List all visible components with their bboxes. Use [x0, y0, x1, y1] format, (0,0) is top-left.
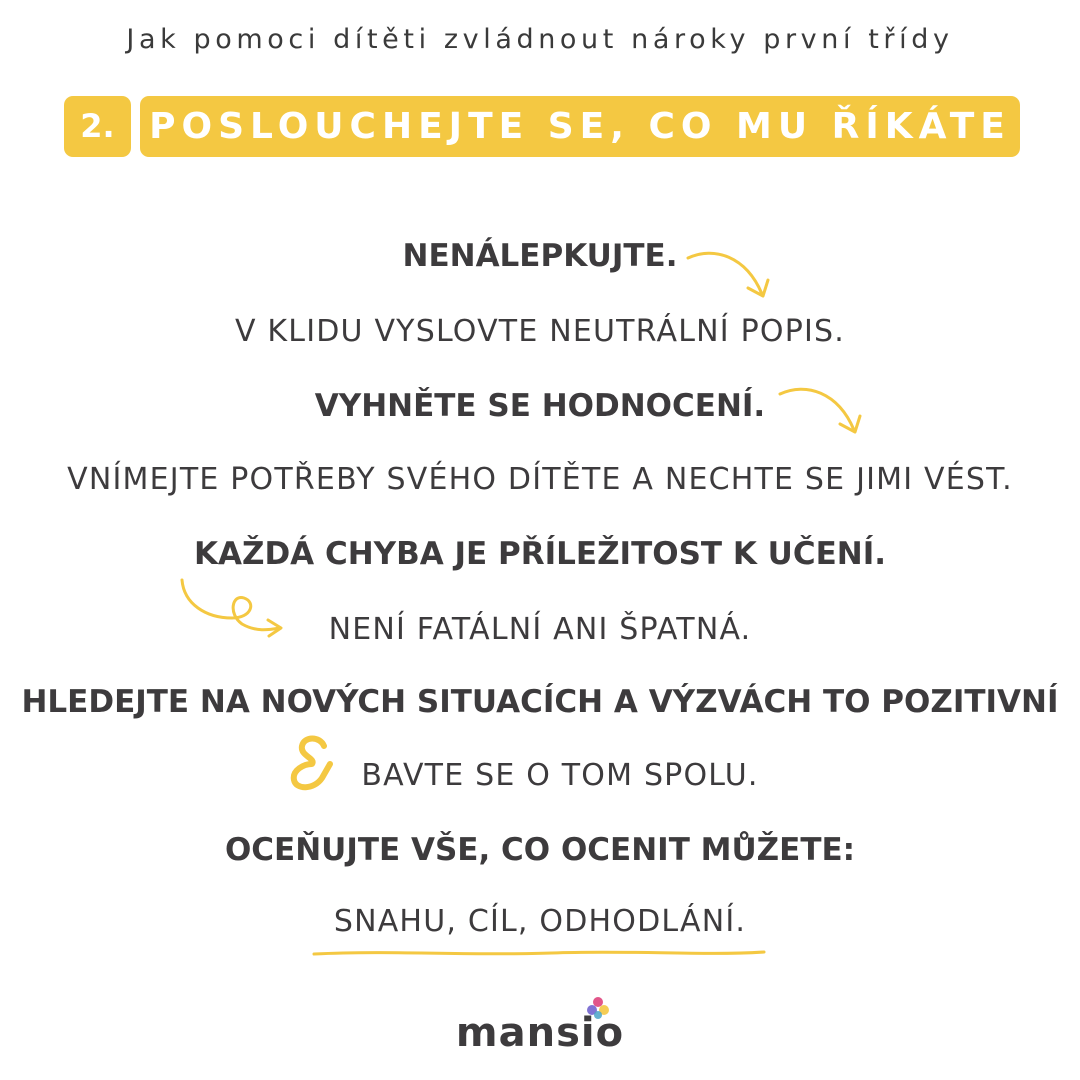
tip-line-7: HLEDEJTE NA NOVÝCH SITUACÍCH A VÝZVÁCH TO POZITIVNÍ	[21, 684, 1059, 720]
tip-line-3: VYHNĚTE SE HODNOCENÍ.	[314, 388, 766, 424]
subtitle: Jak pomoci dítěti zvládnout nároky první třídy	[126, 24, 954, 55]
brand-logo: mansio	[455, 1010, 625, 1056]
tip-line-5: KAŽDÁ CHYBA JE PŘÍLEŽITOST K UČENÍ.	[193, 536, 887, 572]
tip-line-1: NENÁLEPKUJTE.	[402, 238, 678, 274]
tip-line-10: SNAHU, CÍL, ODHODLÁNÍ.	[333, 904, 747, 939]
curved-arrow-icon	[776, 384, 866, 440]
section-number-badge: 2.	[64, 96, 131, 157]
tip-line-2: V KLIDU VYSLOVTE NEUTRÁLNÍ POPIS.	[234, 314, 846, 349]
tip-line-6: NENÍ FATÁLNÍ ANI ŠPATNÁ.	[328, 612, 752, 647]
underline-squiggle	[312, 944, 768, 962]
curved-arrow-icon	[684, 248, 774, 304]
tip-line-9: OCEŇUJTE VŠE, CO OCENIT MŮŽETE:	[224, 832, 856, 868]
section-title: POSLOUCHEJTE SE, CO MU ŘÍKÁTE	[140, 96, 1020, 157]
tip-line-8: BAVTE SE O TOM SPOLU.	[361, 758, 759, 793]
tip-line-4: VNÍMEJTE POTŘEBY SVÉHO DÍTĚTE A NECHTE SE JIMI VÉST.	[67, 462, 1013, 497]
